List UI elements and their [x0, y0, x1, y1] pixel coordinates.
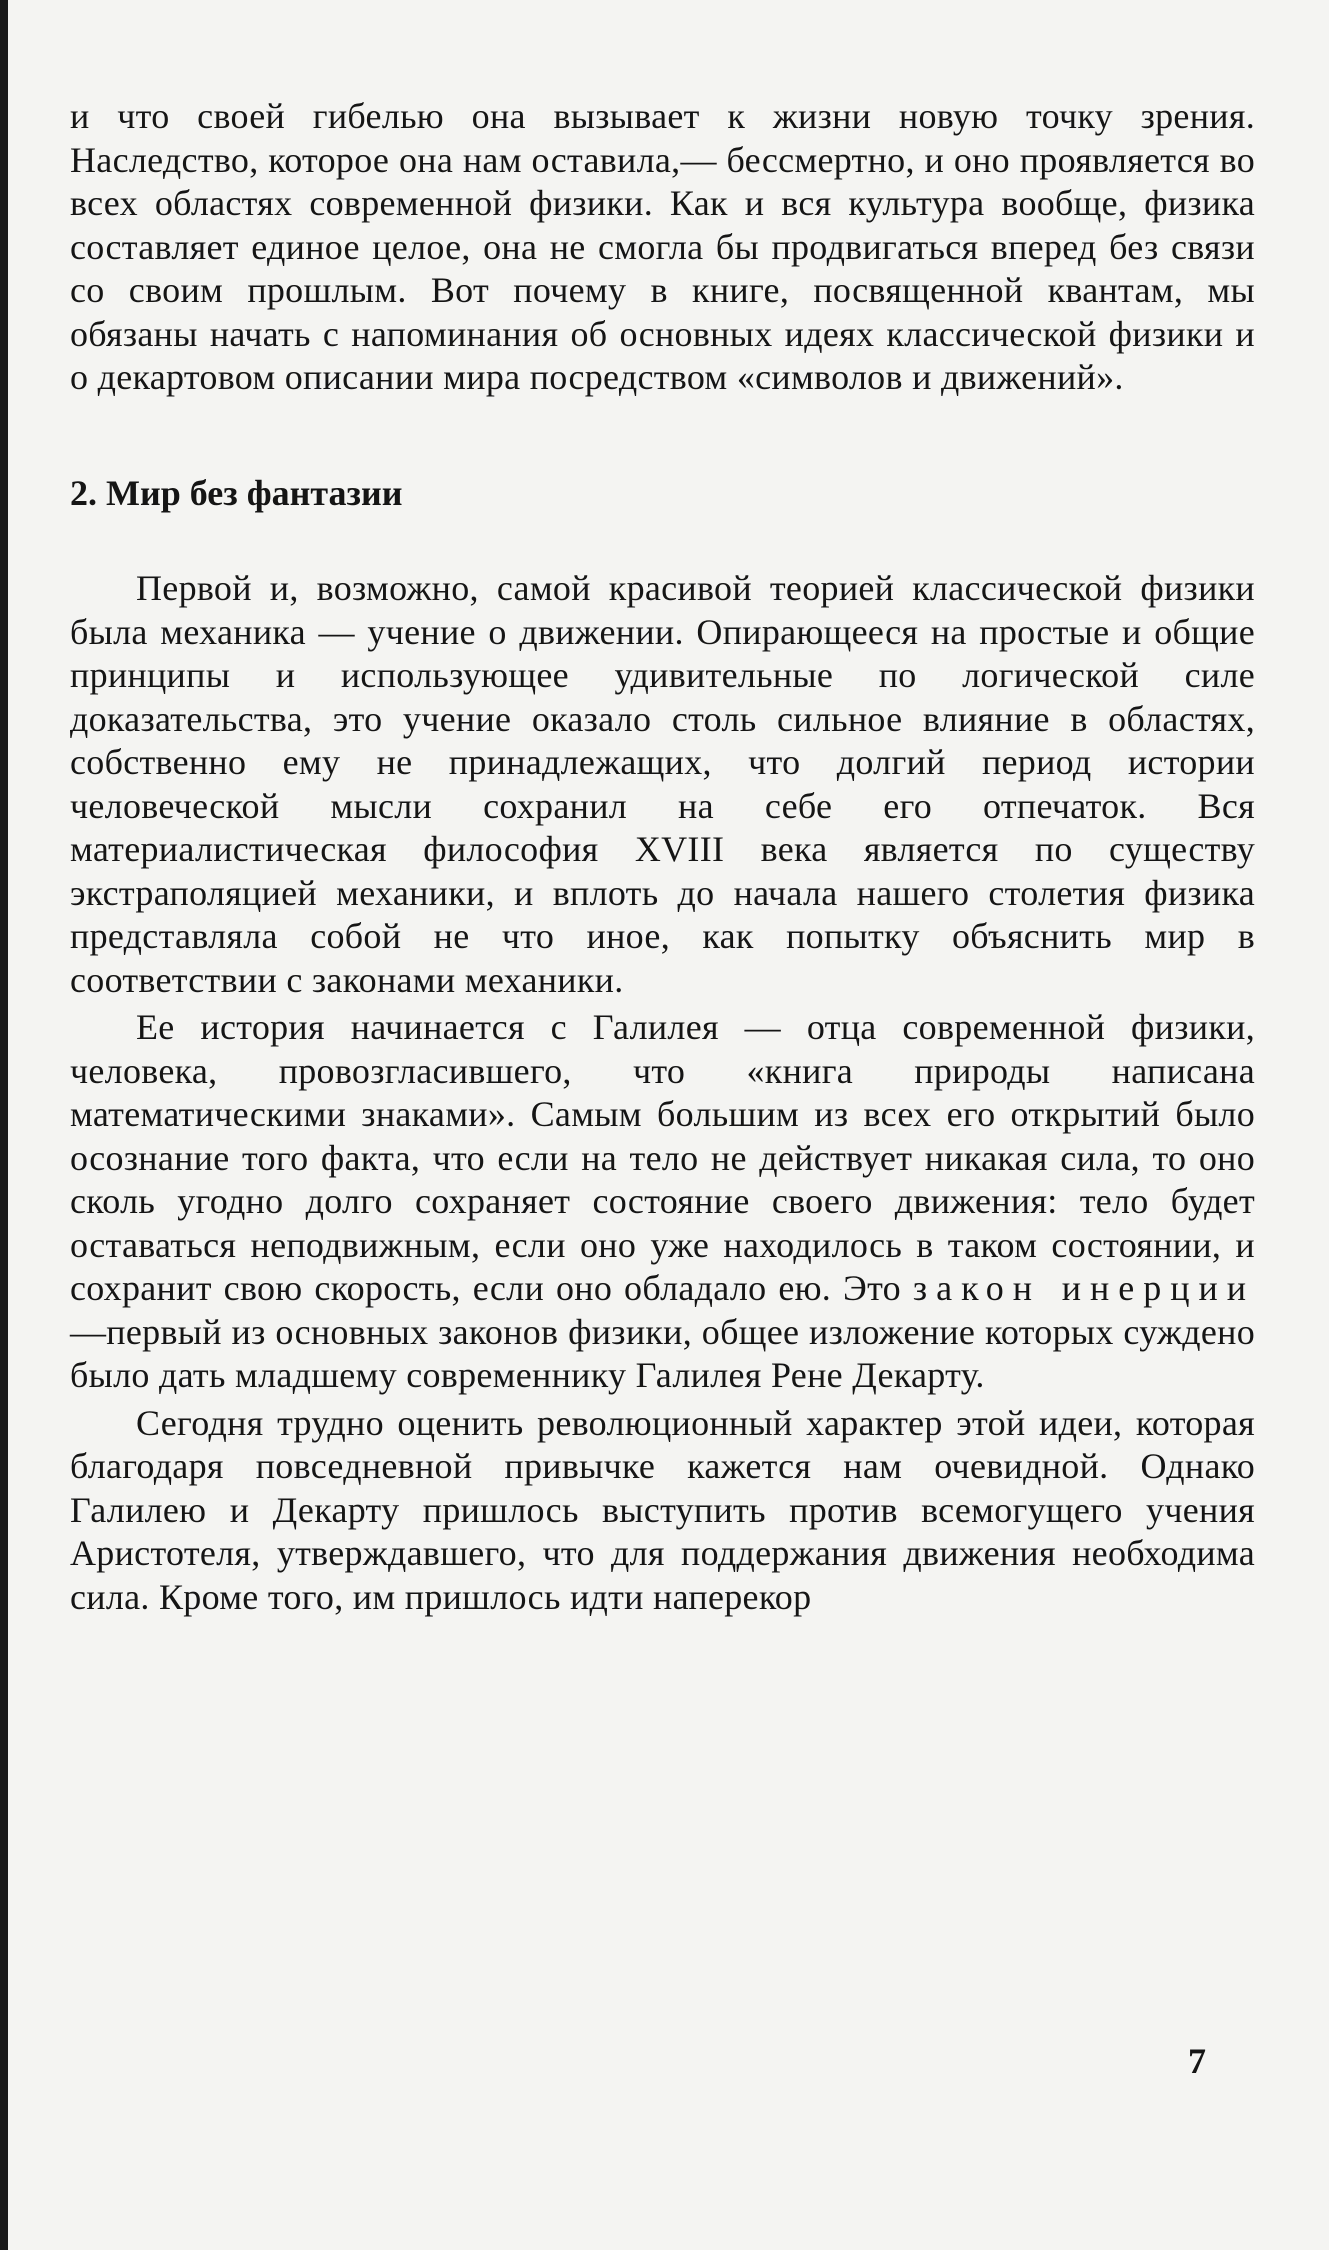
paragraph-mechanics: Первой и, возможно, самой красивой теорией классической физики была механика — учение о движении. Опирающееся на простые и общие принципы и использующее удивительные по логической силе доказательства, это учение оказало столь сильное влияние в областях, собственно ему не принадлежащих, что долгий период истории человеческой мысли сохранил на себе его отпечаток. Вся материалистическая философия XVIII века является по существу экстраполяцией механики, и вплоть до начала нашего столетия физика представляла собой не что иное, как попытку объяснить мир в соответствии с законами механики.	[70, 568, 1255, 1000]
law-of-inertia-term: закон инерции	[912, 1268, 1255, 1308]
book-page	[70, 95, 1255, 1619]
page-number: 7	[1188, 2041, 1206, 2081]
intro-paragraph: и что своей гибелью она вызывает к жизни новую точку зрения. Наследство, которое она нам оставила,— бессмертно, и оно проявляется во всех областях современной физики. Как и вся культура вообще, физика составляет единое целое, она не смогла бы продвигаться вперед без связи со своим прошлым. Вот почему в книге, посвященной квантам, мы обязаны начать с напоминания об основных идеях классической физики и о декартовом описании мира посредством «символов и движений».	[70, 96, 1255, 397]
paragraph-revolution: Сегодня трудно оценить революционный характер этой идеи, которая благодаря повседневной привычке кажется нам очевидной. Однако Галилею и Декарту пришлось выступить против всемогущего учения Аристотеля, утверждавшего, что для поддержания движения необходима сила. Кроме того, им пришлось идти наперекор	[70, 1402, 1255, 1617]
paragraph-galileo-text-end: —первый из основных законов физики, общее изложение которых суждено было дать младшему современнику Галилея Рене Декарту.	[70, 1311, 1255, 1395]
page-edge-shadow	[0, 0, 8, 2250]
section-title: 2. Мир без фантазии	[70, 472, 403, 513]
paragraph-galileo	[70, 1006, 1255, 1398]
paragraph-galileo-text: Ее история начинается с Галилея — отца современной физики, человека, провозгласившего, что «книга природы написана математическими знаками». Самым большим из всех его открытий было осознание того факта, что если на тело не действует никакая сила, то оно сколь угодно долго сохраняет состояние своего движения: тело будет оставаться неподвижным, если оно уже находилось в таком состоянии, и сохранит свою скорость, если оно обладало ею. Это	[70, 1007, 1255, 1308]
